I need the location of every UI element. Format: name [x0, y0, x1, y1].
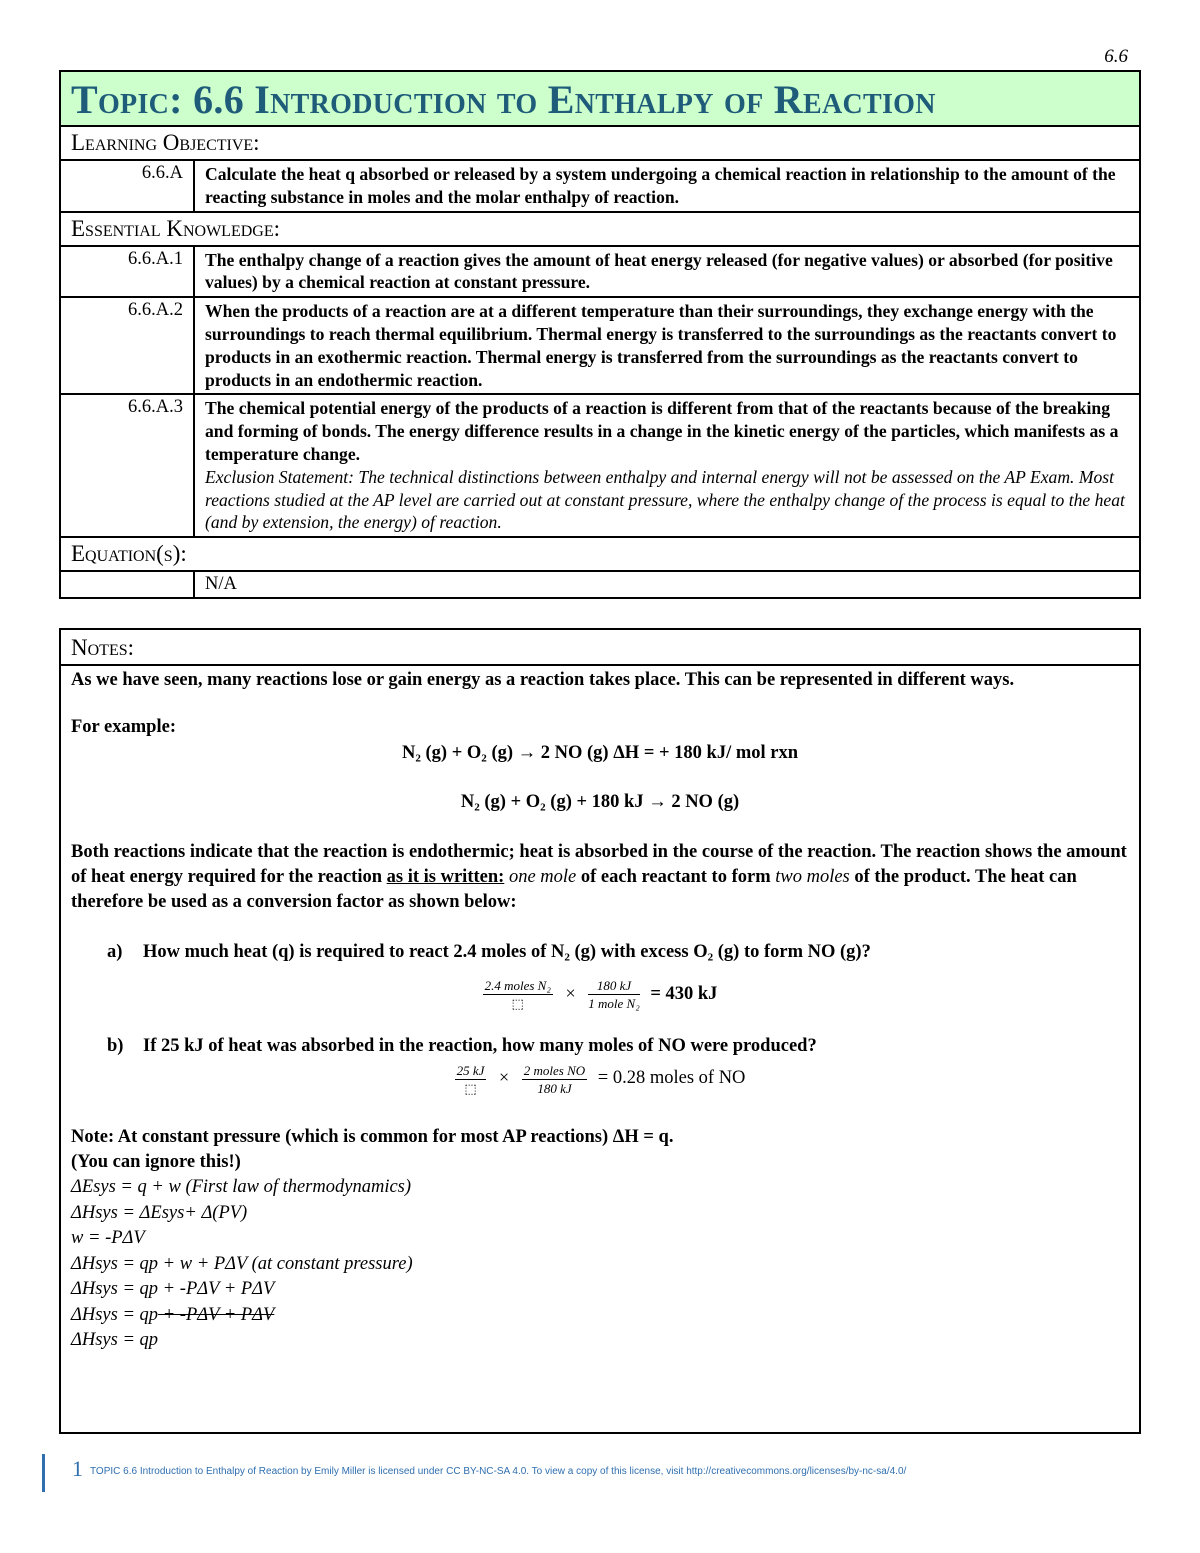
- objective-text: Calculate the heat q absorbed or released by a system undergoing a chemical reaction in relationship to the amount of the reacting substance in moles and the molar enthalpy of reaction.: [194, 160, 1140, 212]
- knowledge-row: [60, 394, 1140, 537]
- notes-heading: Notes:: [61, 630, 1139, 666]
- note-line: (You can ignore this!): [71, 1152, 241, 1173]
- equation-code: [60, 571, 194, 598]
- learning-objective-heading: Learning Objective:: [60, 126, 1140, 160]
- objective-code: 6.6.A: [60, 160, 194, 212]
- times-sign: ×: [565, 983, 576, 1003]
- equations-heading: Equation(s):: [60, 537, 1140, 571]
- fraction: [455, 1062, 487, 1097]
- footer-page-number: 1: [72, 1456, 83, 1481]
- question-label: a): [107, 941, 123, 962]
- calculation-a: [71, 977, 1129, 1012]
- topic-title: Topic: 6.6 Introduction to Enthalpy of Reaction: [71, 77, 936, 122]
- knowledge-code: 6.6.A.2: [60, 297, 194, 394]
- thermo-strikethrough: + -PΔV + PΔV: [158, 1304, 275, 1325]
- fraction-denominator: ⬚: [511, 996, 524, 1012]
- knowledge-code: 6.6.A.3: [60, 394, 194, 537]
- knowledge-text: The chemical potential energy of the products of a reaction is different from that of the reactants because of the breaking and forming of bonds. The energy difference results in a change in the kinetic energy of the particles, which manifests as a temperature change.: [205, 398, 1119, 464]
- fraction-denominator: 1 mole N₂: [588, 996, 640, 1012]
- fraction-numerator: 180 kJ: [588, 977, 639, 995]
- fraction-denominator: 180 kJ: [537, 1080, 572, 1096]
- knowledge-text: The enthalpy change of a reaction gives the amount of heat energy released (for negative values) or absorbed (for positive values) by a chemical reaction at constant pressure.: [194, 246, 1140, 298]
- page-number: 6.6: [1104, 46, 1128, 67]
- thermo-line: ΔHsys = qp + -PΔV + PΔV: [71, 1279, 275, 1300]
- fraction-numerator: 2.4 moles N₂: [484, 978, 551, 994]
- equation-value: N/A: [194, 571, 1140, 598]
- calculation-result: = 0.28 moles of NO: [597, 1068, 746, 1089]
- footer-bar: [42, 1454, 45, 1492]
- objective-row: [60, 160, 1140, 212]
- equation-2: N₂ (g) + O₂ (g) + 180 kJ → 2 NO (g): [460, 792, 740, 813]
- thermo-line: ΔEsys = q + w (First law of thermodynamics): [71, 1177, 412, 1198]
- example-label: For example:: [71, 717, 176, 738]
- question-b: [71, 1034, 1129, 1059]
- question-a: [71, 940, 1129, 965]
- para-italic: one mole: [504, 867, 577, 888]
- knowledge-row: [60, 297, 1140, 394]
- thermo-line: ΔHsys = qp: [71, 1329, 159, 1350]
- question-text: How much heat (q) is required to react 2.4 moles of N₂ (g) with excess O₂ (g) to form NO (g)?: [143, 941, 871, 962]
- thermo-line: w = -PΔV: [71, 1228, 145, 1249]
- knowledge-cell: [194, 394, 1140, 537]
- para-part: of the product. The heat can therefore be used as a conversion factor as shown below:: [71, 867, 1077, 913]
- para-underline: as it is written:: [386, 867, 505, 888]
- fraction: [522, 1062, 587, 1097]
- question-label: b): [107, 1036, 124, 1057]
- knowledge-code: 6.6.A.1: [60, 246, 194, 298]
- knowledge-text: When the products of a reaction are at a different temperature than their surroundings, they exchange energy with the surroundings to reach thermal equilibrium. Thermal energy is transferred to the surroundings as the reactants convert to products in an exothermic reaction. Thermal energy is transferred from the surroundings as the reactants convert to products in an endothermic reaction.: [194, 297, 1140, 394]
- exclusion-statement: Exclusion Statement: The technical distinctions between enthalpy and internal energy will not be assessed on the AP Exam. Most reactions studied at the AP level are carried out at constant pressure, where the enthalpy change of the process is equal to the heat (and by extension, the energy) of reaction.: [205, 466, 1125, 533]
- para-part: Both reactions indicate that the reaction is endothermic; heat is absorbed in the course of the reaction. The reaction shows the amount of heat energy required for the reaction: [71, 841, 1127, 888]
- thermo-line: [71, 1303, 1129, 1328]
- fraction-numerator: 25 kJ: [456, 1062, 485, 1078]
- topic-table: [59, 70, 1141, 599]
- footer-license: TOPIC 6.6 Introduction to Enthalpy of Reaction by Emily Miller is licensed under CC BY-NC-SA 4.0. To view a copy of this license, visit http://creativecommons.org/licenses/by-nc-sa/4.0/: [90, 1466, 907, 1477]
- fraction: [483, 977, 553, 1012]
- question-text: If 25 kJ of heat was absorbed in the reaction, how many moles of NO were produced?: [143, 1036, 817, 1057]
- note-line: Note: At constant pressure (which is common for most AP reactions) ΔH = q.: [71, 1126, 674, 1147]
- topic-title-cell: [60, 71, 1140, 126]
- calculation-b: [71, 1062, 1129, 1097]
- equation-row: [60, 571, 1140, 598]
- notes-body: [61, 666, 1139, 1355]
- notes-intro: As we have seen, many reactions lose or gain energy as a reaction takes place. This can be represented in different ways.: [71, 670, 1015, 690]
- thermo-line: ΔHsys = ΔEsys+ Δ(PV): [71, 1202, 248, 1223]
- times-sign: ×: [498, 1067, 510, 1088]
- calculation-result: = 430 kJ: [650, 984, 718, 1004]
- notes-box: [59, 628, 1141, 1434]
- thermo-line: ΔHsys = qp + w + PΔV (at constant pressure): [71, 1253, 413, 1274]
- explanation-paragraph: [71, 840, 1129, 916]
- fraction-denominator: ⬚: [464, 1080, 477, 1096]
- para-part: of each reactant to form: [576, 867, 776, 888]
- thermo-part: ΔHsys = qp: [71, 1304, 159, 1325]
- essential-knowledge-heading: Essential Knowledge:: [60, 212, 1140, 246]
- equation-1: N₂ (g) + O₂ (g) → 2 NO (g) ΔH = + 180 kJ/ mol rxn: [401, 742, 799, 763]
- para-italic: two moles: [775, 867, 850, 888]
- fraction: [588, 977, 639, 1012]
- knowledge-row: [60, 246, 1140, 298]
- fraction-numerator: 2 moles NO: [523, 1062, 586, 1078]
